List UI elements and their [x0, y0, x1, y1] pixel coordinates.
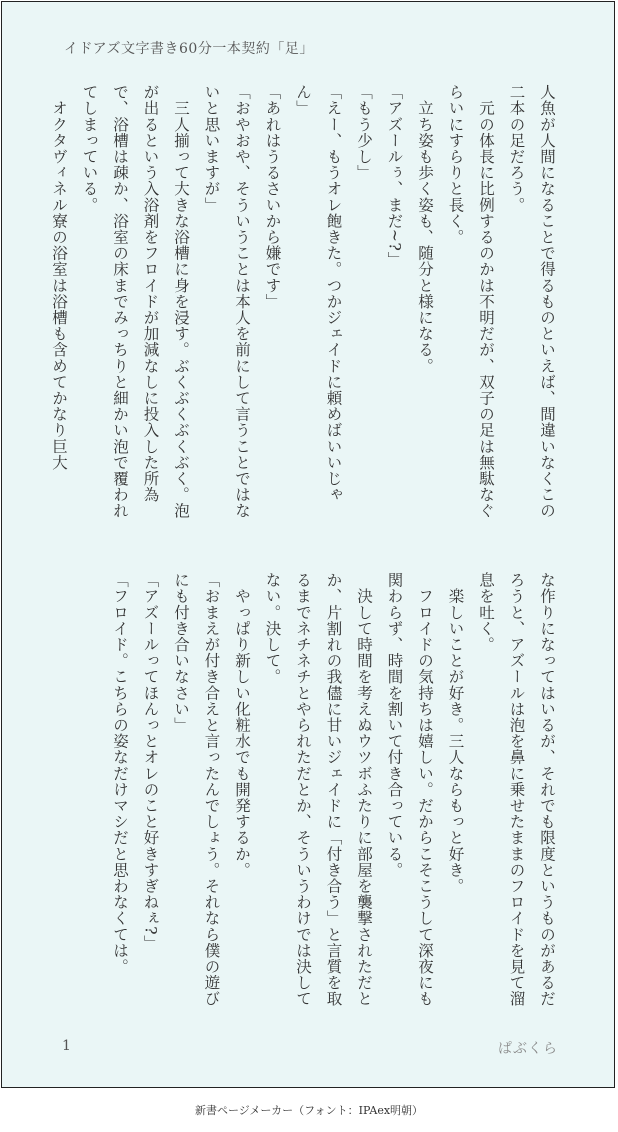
paragraph: 「おまえが付き合えと言ったんでしょう。それなら僕の遊びにも付き合いなさい」 [172, 572, 221, 1007]
paragraph: 「アズールぅ、まだ~?」 [385, 84, 404, 268]
generator-credit: 新書ページメーカー（フォント：IPAex明朝） [194, 1104, 424, 1117]
paragraph: 元の体長に比例するのかは不明だが、双子の足は無駄なぐらいにすらりと長く。 [446, 84, 495, 519]
paragraph: 「おやおや、そういうことは本人を前にして言うことではないと思いますが」 [202, 84, 251, 519]
paragraph: な作りになってはいるが、それでも限度というものがあるだろうと、アズールは泡を鼻に乗せたままのフロイドを見て溜息を吐く。 [477, 572, 556, 1007]
paragraph: 人魚が人間になることで得るものといえば、間違いなくこの二本の足だろう。 [507, 84, 556, 519]
paragraph: やっぱり新しい化粧水でも開発するか。 [233, 572, 251, 878]
paragraph: オクタヴィネル寮の浴室は浴槽も含めてかなり巨大 [50, 84, 68, 471]
paragraph: 「アズールってほんっとオレのこと好きすぎねぇ?」 [141, 572, 160, 952]
paragraph: 「えー、もうオレ飽きた。つかジェイドに頼めばいいじゃん」 [294, 84, 343, 503]
text-block-bottom [62, 572, 562, 1012]
paragraph: 三人揃って大きな浴槽に身を浸す。ぶくぶくぶくぶく。泡が出るという入浴剤をフロイドが加減なしに投入した所為で、浴槽は疎か、浴室の床までみっちりと細かい泡で覆われてしまっている。 [80, 84, 190, 519]
paragraph: 「もう少し」 [355, 84, 373, 181]
paragraph: 「フロイド。こちらの姿なだけマシだと思わなくては。 [111, 572, 129, 975]
page-number: 1 [62, 1038, 71, 1054]
book-page [1, 1, 615, 1088]
paragraph: 「あれはうるさいから嫌です」 [263, 84, 282, 310]
text-block-top [50, 84, 562, 524]
paragraph: フロイドの気持ちは嬉しい。だからこそこうして深夜にも関わらず、時間を割いて付き合っている。 [385, 572, 434, 1007]
author-name: ぱぶくら [498, 1041, 558, 1057]
paragraph: 立ち姿も歩く姿も、随分と様になる。 [416, 84, 434, 374]
page-header-title: イドアズ文字書き60分一本契約「足」 [64, 41, 314, 57]
paragraph: 楽しいことが好き。三人ならもっと好き。 [446, 572, 465, 894]
paragraph: 決して時間を考えぬウツボふたりに部屋を襲撃されただとか、片割れの我儘に甘いジェイドに「付き合う」と言質を取るまでネチネチとやられただとか、そういうわけでは決してない。決して。 [263, 572, 373, 1007]
